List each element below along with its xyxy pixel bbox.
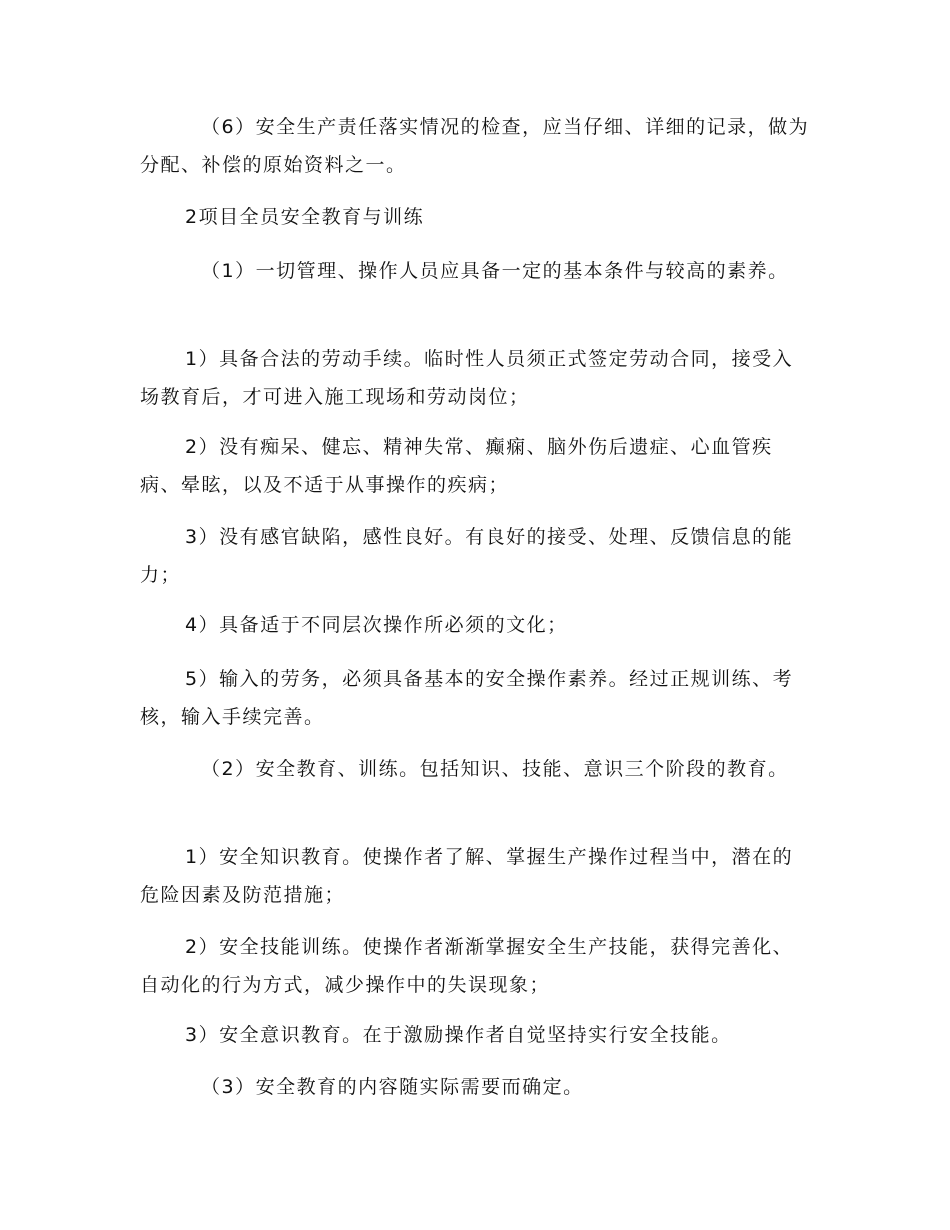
list-item-health-conditions: 2）没有痴呆、健忘、精神失常、癫痫、脑外伤后遗症、心血管疾病、晕眩，以及不适于从事操作的疾病； [140, 436, 773, 496]
list-item-education-level: 4）具备适于不同层次操作所必须的文化； [185, 614, 568, 636]
list-item-knowledge-education: 1）安全知识教育。使操作者了解、掌握生产操作过程当中，潜在的危险因素及防范措施； [140, 846, 794, 906]
list-item-labor-procedures: 1）具备合法的劳动手续。临时性人员须正式签定劳动合同，接受入场教育后，才可进入施工现场和劳动岗位； [140, 348, 794, 408]
list-item-awareness-education: 3）安全意识教育。在于激励操作者自觉坚持实行安全技能。 [185, 1024, 732, 1046]
paragraph-basic-conditions: （1）一切管理、操作人员应具备一定的基本条件与较高的素养。 [201, 260, 789, 282]
list-item-skill-training: 2）安全技能训练。使操作者渐渐掌握安全生产技能，获得完善化、自动化的行为方式，减少操作中的失误现象； [140, 936, 794, 996]
list-item-labor-input: 5）输入的劳务，必须具备基本的安全操作素养。经过正规训练、考核，输入手续完善。 [140, 668, 794, 728]
section-heading-safety-education: 2项目全员安全教育与训练 [185, 206, 425, 228]
paragraph-education-content: （3）安全教育的内容随实际需要而确定。 [201, 1076, 584, 1098]
paragraph-education-training: （2）安全教育、训练。包括知识、技能、意识三个阶段的教育。 [201, 758, 789, 780]
paragraph-responsibility-check: （6）安全生产责任落实情况的检查，应当仔细、详细的记录，做为分配、补偿的原始资料之一。 [140, 116, 810, 176]
list-item-sensory-ability: 3）没有感官缺陷，感性良好。有良好的接受、处理、反馈信息的能力； [140, 526, 794, 586]
